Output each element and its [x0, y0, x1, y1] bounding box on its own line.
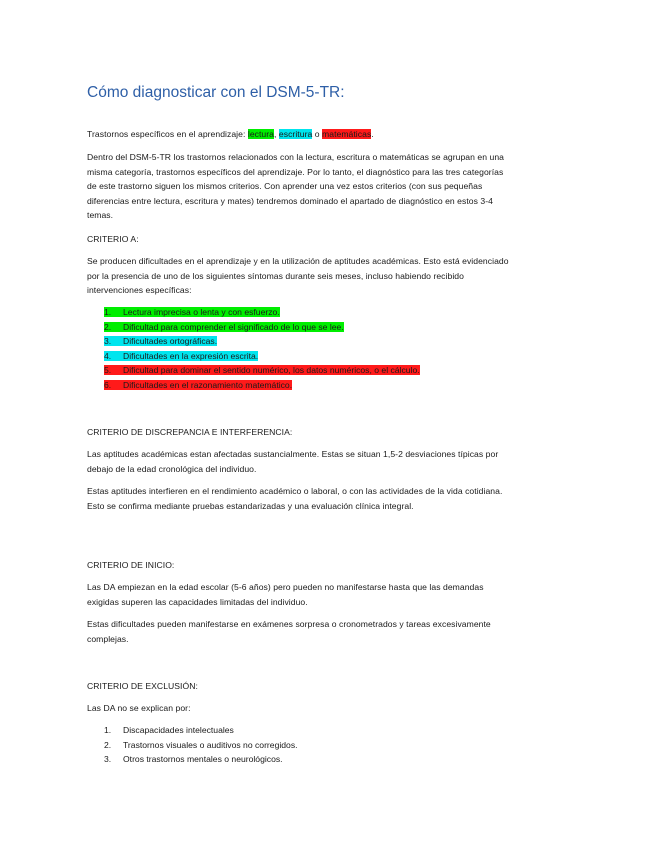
list-item-highlight	[104, 740, 298, 750]
list-item-highlight	[104, 725, 234, 735]
highlight-matematicas: matemáticas	[322, 129, 372, 139]
criterio-discrepancia-text-1: Las aptitudes académicas estan afectadas sustancialmente. Estas se situan 1,5-2 desviaciones típicas por debajo de la edad cronológica del individuo.	[87, 449, 499, 474]
list-item-highlight	[104, 336, 217, 346]
list-item-highlight	[104, 351, 258, 361]
list-item-number: 5.	[104, 365, 112, 375]
list-item-number: 6.	[104, 379, 112, 390]
criterio-discrepancia-text-2: Estas aptitudes interfieren en el rendimiento académico o laboral, o con las actividades de la vida cotidiana. Esto se confirma mediante pruebas estandarizadas y una evaluación clínica integral.	[87, 486, 503, 511]
list-item-text: Lectura imprecisa o lenta y con esfuerzo.	[123, 307, 280, 317]
list-item-text: Trastornos visuales o auditivos no corregidos.	[123, 739, 298, 750]
intro-sep-2: o	[312, 129, 323, 139]
intro-suffix: .	[371, 129, 374, 139]
criterio-inicio-text-2: Estas dificultades pueden manifestarse en exámenes sorpresa o cronometrados y tareas excesivamente complejas.	[87, 619, 491, 644]
list-item-number: 2.	[104, 739, 112, 750]
highlight-lectura: lectura	[247, 129, 275, 139]
list-item-highlight	[104, 365, 420, 375]
list-item-text: Otros trastornos mentales o neurológicos.	[123, 754, 283, 764]
list-item-text: Discapacidades intelectuales	[123, 725, 234, 735]
list-item-highlight	[104, 307, 280, 317]
heading-criterio-discrepancia: CRITERIO DE DISCREPANCIA E INTERFERENCIA:	[87, 427, 293, 437]
intro-sep-1: ,	[274, 129, 279, 139]
list-item	[104, 738, 298, 753]
intro-prefix: Trastornos específicos en el aprendizaje:	[87, 129, 248, 139]
list-item	[104, 320, 420, 335]
criterio-a-text: Se producen dificultades en el aprendizaje y en la utilización de aptitudes académicas. Esto está evidenciado por la presencia de uno de los siguientes síntomas durante seis meses, incluso habiendo recibido intervenciones específicas:	[87, 256, 509, 296]
list-item-highlight	[104, 322, 344, 332]
list-item	[104, 752, 298, 767]
list-item	[104, 305, 420, 320]
heading-criterio-a: CRITERIO A:	[87, 234, 139, 244]
list-item	[104, 334, 420, 349]
list-item-text: Dificultades en el razonamiento matemático.	[123, 379, 293, 390]
list-item-number: 4.	[104, 350, 112, 361]
list-item-text: Dificultad para comprender el significado de lo que se lee.	[123, 321, 344, 332]
intro-line	[87, 127, 512, 142]
list-item-number: 1.	[104, 725, 112, 735]
list-item	[104, 723, 298, 738]
criterio-exclusion-list	[104, 723, 298, 767]
page-title: Cómo diagnosticar con el DSM-5-TR:	[87, 84, 345, 101]
list-item	[104, 349, 420, 364]
paragraph-dsm-categories: Dentro del DSM-5-TR los trastornos relacionados con la lectura, escritura o matemáticas se agrupan en una misma categoría, trastornos específicos del aprendizaje. Por lo tanto, el diagnóstico para las tres categorías de este trastorno siguen los mismos criterios. Con aprender una vez estos criterios (con sus pequeñas diferencias entre lectura, escritura y mates) tendremos dominado el apartado de diagnóstico en estos 3-4 temas.	[87, 152, 504, 221]
list-item-number: 3.	[104, 754, 112, 764]
list-item-text: Dificultades en la expresión escrita.	[123, 350, 259, 361]
list-item-highlight	[104, 754, 283, 764]
criterio-inicio-text-1: Las DA empiezan en la edad escolar (5-6 años) pero pueden no manifestarse hasta que las demandas exigidas superen las capacidades limitadas del individuo.	[87, 582, 484, 607]
list-item-number: 1.	[104, 307, 112, 317]
criterio-exclusion-text: Las DA no se explican por:	[87, 703, 191, 713]
criterio-a-symptom-list	[104, 305, 420, 392]
list-item-text: Dificultades ortográficas.	[123, 336, 218, 346]
list-item-highlight	[104, 380, 292, 390]
heading-criterio-inicio: CRITERIO DE INICIO:	[87, 560, 175, 570]
highlight-escritura: escritura	[278, 129, 313, 139]
list-item	[104, 378, 420, 393]
heading-criterio-exclusion: CRITERIO DE EXCLUSIÓN:	[87, 681, 198, 691]
list-item-number: 3.	[104, 336, 112, 346]
list-item-number: 2.	[104, 321, 112, 332]
list-item	[104, 363, 420, 378]
list-item-text: Dificultad para dominar el sentido numérico, los datos numéricos, o el cálculo.	[123, 365, 420, 375]
